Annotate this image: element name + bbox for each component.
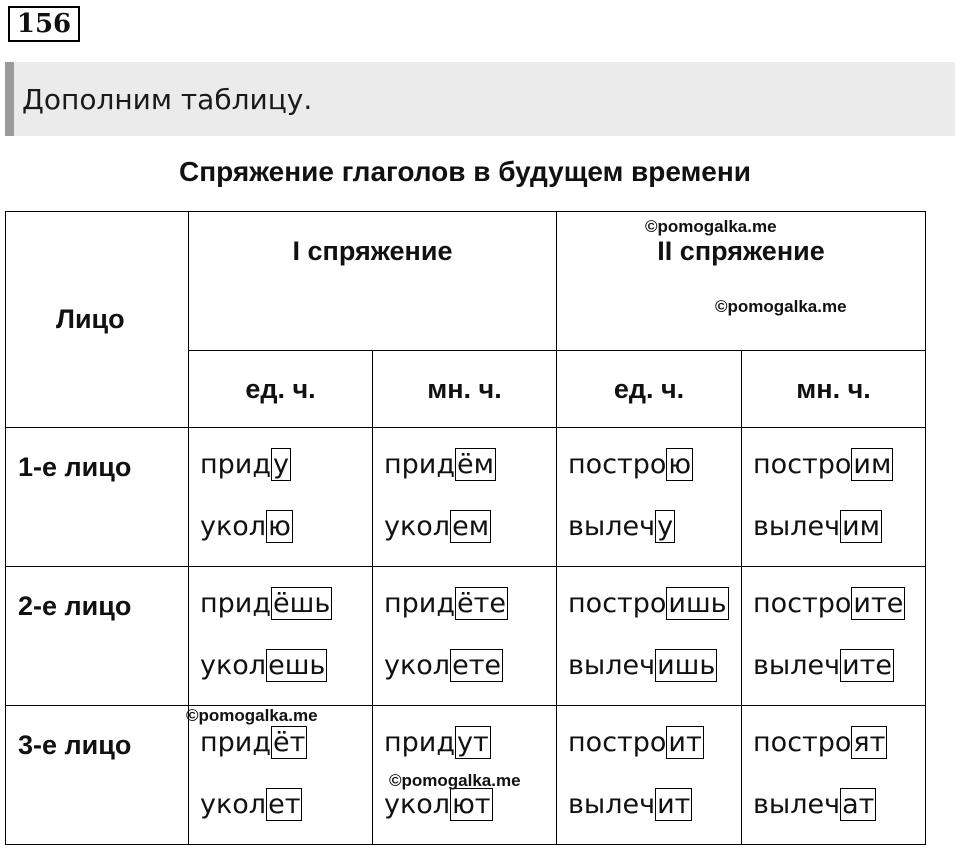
person-label: 2-е лицо	[6, 567, 189, 706]
verb-stem: вылеч	[568, 789, 656, 820]
verb-form	[568, 510, 741, 544]
verb-ending-box: ит	[657, 789, 691, 820]
verb-form	[384, 649, 556, 683]
verb-stem: вылеч	[753, 650, 841, 681]
verb-ending-box: ите	[853, 588, 904, 619]
verb-form	[753, 649, 925, 683]
watermark: ©pomogalka.me	[389, 771, 521, 790]
instruction-text: Дополним таблицу.	[22, 82, 313, 116]
verb-stem: постро	[753, 588, 852, 619]
verb-form	[200, 726, 372, 760]
verb-stem: укол	[200, 789, 267, 820]
header-conj2-singular: ед. ч.	[557, 351, 742, 428]
cell-conj1-plural	[373, 428, 557, 567]
verb-form	[384, 587, 556, 621]
verb-stem: постро	[568, 588, 667, 619]
verb-form	[200, 510, 372, 544]
verb-form	[753, 448, 925, 482]
verb-ending-box: ют	[452, 789, 491, 820]
person-label: 3-е лицо	[6, 706, 189, 845]
verb-form	[200, 448, 372, 482]
verb-stem: укол	[384, 789, 451, 820]
person-label: 1-е лицо	[6, 428, 189, 567]
verb-ending-box: ём	[457, 449, 494, 480]
verb-form	[568, 788, 741, 822]
verb-ending-box: ёт	[273, 727, 306, 758]
verb-stem: вылеч	[753, 511, 841, 542]
verb-form	[753, 587, 925, 621]
verb-ending-box: ёшь	[273, 588, 331, 619]
verb-form	[568, 448, 741, 482]
watermark: ©pomogalka.me	[715, 297, 847, 316]
verb-ending-box: им	[842, 511, 880, 542]
verb-stem: прид	[384, 588, 456, 619]
cell-conj2-plural	[742, 428, 926, 567]
verb-ending-box: у	[657, 511, 674, 542]
header-conj2-plural: мн. ч.	[742, 351, 926, 428]
verb-stem: укол	[384, 511, 451, 542]
verb-form	[384, 788, 556, 822]
verb-ending-box: ите	[842, 650, 892, 681]
verb-form	[753, 510, 925, 544]
verb-ending-box: ете	[452, 650, 502, 681]
verb-ending-box: ю	[268, 511, 291, 542]
verb-stem: вылеч	[568, 511, 656, 542]
instruction-banner	[5, 62, 955, 136]
verb-stem: прид	[200, 588, 272, 619]
verb-form	[200, 788, 372, 822]
verb-stem: постро	[568, 727, 667, 758]
verb-form	[384, 510, 556, 544]
cell-conj2-singular	[557, 706, 742, 845]
verb-ending-box: ем	[452, 511, 490, 542]
verb-stem: вылеч	[753, 789, 841, 820]
cell-conj1-plural	[373, 567, 557, 706]
verb-form	[200, 649, 372, 683]
verb-form	[384, 726, 556, 760]
verb-ending-box: ат	[842, 789, 875, 820]
verb-stem: постро	[753, 727, 852, 758]
header-conjugation-1: I спряжение	[189, 212, 557, 351]
verb-form	[568, 587, 741, 621]
task-number: 156	[8, 6, 80, 42]
verb-ending-box: ишь	[657, 650, 716, 681]
cell-conj2-plural	[742, 567, 926, 706]
table-title: Спряжение глаголов в будущем времени	[178, 156, 751, 187]
verb-form	[753, 726, 925, 760]
verb-ending-box: у	[273, 449, 289, 480]
header-conj1-singular: ед. ч.	[189, 351, 373, 428]
verb-ending-box: ёте	[457, 588, 506, 619]
verb-stem: постро	[568, 449, 667, 480]
cell-conj1-singular	[189, 428, 373, 567]
verb-form	[200, 587, 372, 621]
watermark: ©pomogalka.me	[186, 706, 318, 725]
header-conj1-plural: мн. ч.	[373, 351, 557, 428]
verb-ending-box: ешь	[268, 650, 326, 681]
verb-ending-box: ит	[668, 727, 702, 758]
verb-form	[568, 726, 741, 760]
verb-stem: вылеч	[568, 650, 656, 681]
watermark: ©pomogalka.me	[645, 217, 777, 236]
cell-conj2-singular	[557, 428, 742, 567]
header-person: Лицо	[6, 212, 189, 428]
verb-stem: постро	[753, 449, 852, 480]
cell-conj1-singular	[189, 706, 373, 845]
verb-form	[753, 788, 925, 822]
cell-conj1-singular	[189, 567, 373, 706]
verb-form	[568, 649, 741, 683]
verb-stem: укол	[200, 511, 267, 542]
verb-ending-box: ишь	[668, 588, 727, 619]
verb-ending-box: ут	[457, 727, 489, 758]
verb-stem: прид	[384, 449, 456, 480]
verb-form	[384, 448, 556, 482]
table-row	[6, 428, 926, 567]
verb-stem: прид	[200, 727, 272, 758]
verb-ending-box: им	[853, 449, 892, 480]
verb-stem: прид	[384, 727, 456, 758]
table-row	[6, 567, 926, 706]
verb-ending-box: ет	[268, 789, 301, 820]
cell-conj2-plural	[742, 706, 926, 845]
verb-stem: укол	[384, 650, 451, 681]
verb-stem: укол	[200, 650, 267, 681]
verb-stem: прид	[200, 449, 272, 480]
header-conjugation-2: II спряжение	[557, 212, 926, 351]
verb-ending-box: ю	[668, 449, 692, 480]
cell-conj2-singular	[557, 567, 742, 706]
verb-ending-box: ят	[853, 727, 886, 758]
